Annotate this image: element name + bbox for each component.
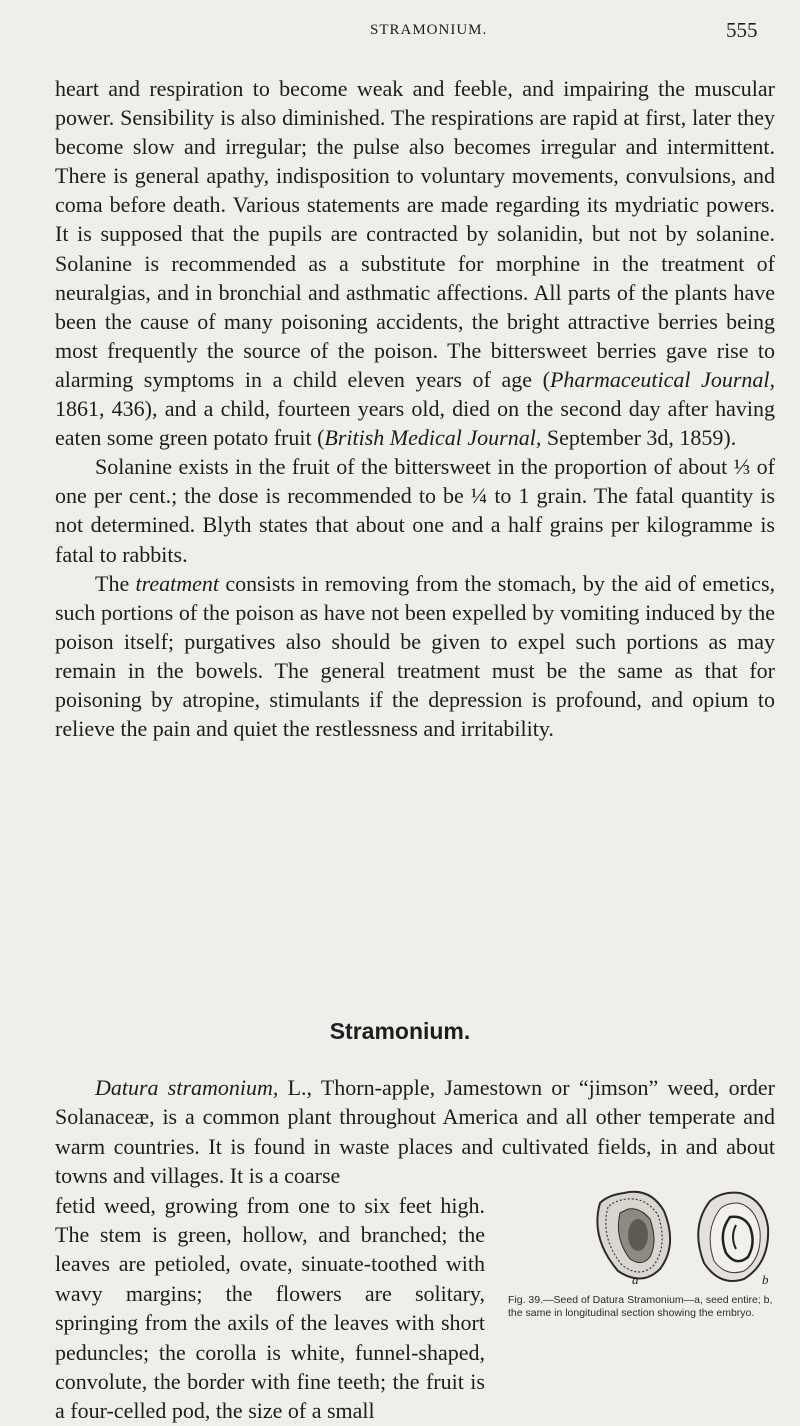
citation-british-medical-journal: British Medical Journal, (324, 425, 542, 451)
figure-caption: Fig. 39.—Seed of Datura Stramonium—a, seed entire; b, the same in longitudinal section showing the embryo. (508, 1294, 773, 1319)
body-text (55, 74, 775, 743)
citation-pharmaceutical-journal: Pharmaceutical Journal, (549, 366, 775, 392)
emphasis-treatment: treatment (135, 570, 220, 596)
text-run: L., Thorn-apple, Jamestown or “jimson” weed, order Solanaceæ, is a common plant throughout America and all other temperate and warm countries. It is found in waste places and cultivated fields, in and about towns and villages. It is a coarse (55, 1075, 775, 1189)
running-head-title: STRAMONIUM. (370, 22, 488, 38)
seed-section-drawing (698, 1193, 768, 1281)
text-run: The (95, 570, 136, 596)
paragraph-treatment (55, 569, 775, 744)
page-number: 555 (726, 18, 758, 42)
paragraph-stramonium-description: fetid weed, growing from one to six feet high. The stem is green, hollow, and branched; the leaves are petioled, ovate, sinuate-toothed with wavy margins; the flowers are solitary, springing from the axils of the leaves with short peduncles; the corolla is white, funnel-shaped, convolute, the border with fine teeth; the fruit is a four-celled pod, the size of a small (55, 1192, 485, 1424)
text-run: 1861, 436), and a child, fourteen years old, died on the second day after having eaten some green potato fruit ( (55, 396, 775, 451)
section-heading: Stramonium. (329, 1018, 471, 1044)
figure-label-a: a (632, 1272, 639, 1287)
text-run: September 3d, 1859). (541, 425, 737, 451)
text-run: consists in removing from the stomach, by the aid of emetics, such portions of the poison as have not been expelled by vomiting induced by the poison itself; purgatives also should be given to expel such portions as may remain in the bowels. The general treatment must be the same as that for poisoning by atropine, stimulants if the depression is profound, and opium to relieve the pain and quiet the restlessness and irritability. (55, 570, 776, 742)
seed-entire-drawing (597, 1192, 670, 1279)
seed-illustration (580, 1183, 780, 1293)
running-head (0, 10, 800, 50)
figure-label-b: b (762, 1272, 769, 1287)
paragraph-dose: Solanine exists in the fruit of the bittersweet in the proportion of about ⅓ of one per cent.; the dose is recommended to be ¼ to 1 grain. The fatal quantity is not determined. Blyth states that about one and a half grains per kilogramme is fatal to rabbits. (55, 454, 775, 567)
paragraph-stramonium-intro (55, 1073, 775, 1191)
text-run: heart and respiration to become weak and feeble, and impairing the muscular power. Sensibility is also diminished. The respirations are rapid at first, later they become slow and irregular; the pulse also becomes irregular and intermittent. There is general apathy, indisposition to voluntary movements, convulsions, and coma before death. Various statements are made regarding its mydriatic powers. It is supposed that the pupils are contracted by solanidin, but not by solanine. Solanine is recommended as a substitute for morphine in the treatment of neuralgias, and in bronchial and asthmatic affections. All parts of the plants have been the cause of many poisoning accidents, the bright attractive berries being most frequently the source of the poison. The bittersweet berries gave rise to alarming symptoms in a child eleven years of age ( (55, 76, 775, 392)
paragraph-solanine-effects (55, 74, 775, 452)
species-name: Datura stramonium, (95, 1075, 279, 1100)
